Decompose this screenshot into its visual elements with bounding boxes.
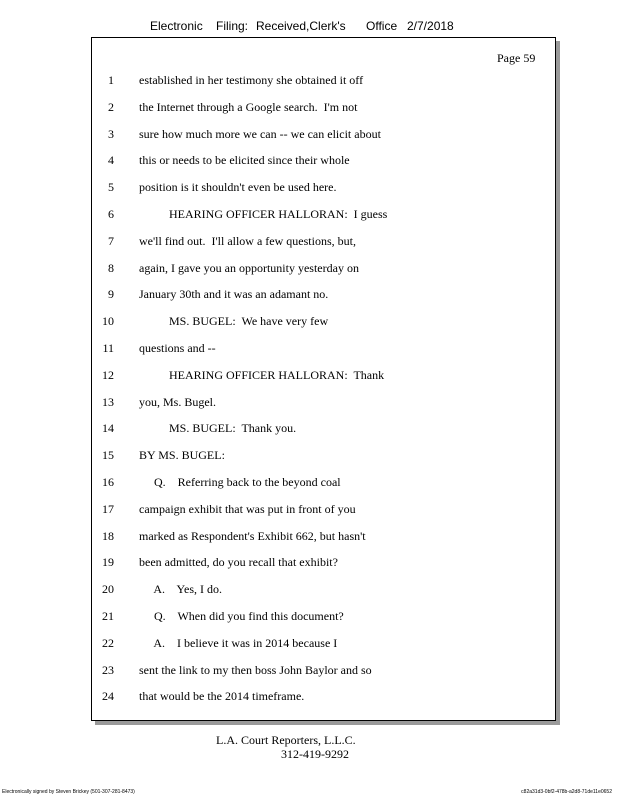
- line-text: MS. BUGEL: We have very few: [139, 314, 329, 329]
- line-number: 3: [108, 126, 114, 141]
- transcript-line: [0, 73, 618, 93]
- line-number: 10: [102, 314, 114, 329]
- line-text: we'll find out. I'll allow a few questions, but,: [139, 233, 356, 248]
- line-text: the Internet through a Google search. I'm not: [139, 99, 358, 114]
- line-number: 13: [102, 394, 114, 409]
- header-date: 2/7/2018: [407, 19, 454, 33]
- line-number: 11: [102, 341, 114, 355]
- transcript-line: [0, 421, 618, 441]
- line-text: again, I gave you an opportunity yesterday on: [139, 260, 359, 275]
- line-number: 21: [102, 609, 114, 623]
- transcript-line: [0, 180, 618, 200]
- signature-right: c82a31d3-0bf2-478b-a2d8-71de11e0652: [521, 789, 612, 795]
- transcript-line: [0, 689, 618, 709]
- transcript-line: [0, 555, 618, 575]
- line-text: MS. BUGEL: Thank you.: [139, 421, 297, 436]
- header-office: Office: [366, 19, 398, 33]
- line-text: that would be the 2014 timeframe.: [139, 689, 305, 704]
- line-number: 18: [102, 528, 114, 543]
- line-number: 19: [102, 555, 114, 570]
- transcript-line: [0, 475, 618, 495]
- line-number: 8: [108, 260, 114, 275]
- transcript-line: [0, 100, 618, 120]
- transcript-line: [0, 234, 618, 254]
- line-text: January 30th and it was an adamant no.: [139, 287, 329, 302]
- line-number: 12: [102, 367, 114, 382]
- line-number: 7: [108, 233, 114, 248]
- line-number: 22: [102, 635, 114, 650]
- line-text: sent the link to my then boss John Baylor and so: [139, 662, 372, 677]
- line-text: questions and --: [139, 341, 216, 355]
- line-text: Q. When did you find this document?: [139, 609, 344, 623]
- line-text: Q. Referring back to the beyond coal: [139, 475, 341, 489]
- header-electronic: Electronic: [150, 19, 203, 33]
- transcript-line: [0, 287, 618, 307]
- transcript-line: [0, 663, 618, 683]
- transcript-line: [0, 609, 618, 629]
- signature-left: Electronically signed by Steven Brickey (501-307-281-8473): [2, 789, 135, 795]
- transcript-line: [0, 127, 618, 147]
- line-number: 17: [102, 501, 114, 516]
- line-number: 6: [108, 207, 114, 221]
- line-text: A. I believe it was in 2014 because I: [139, 635, 338, 650]
- transcript-line: [0, 368, 618, 388]
- line-number: 4: [108, 153, 114, 168]
- line-number: 20: [102, 582, 114, 597]
- line-number: 5: [108, 180, 114, 195]
- transcript-line: [0, 395, 618, 415]
- header-filing: Filing:: [216, 19, 249, 33]
- line-number: 16: [102, 475, 114, 489]
- transcript-line: [0, 448, 618, 468]
- line-text: BY MS. BUGEL:: [139, 448, 225, 463]
- transcript-line: [0, 314, 618, 334]
- line-number: 1: [108, 73, 114, 87]
- line-text: you, Ms. Bugel.: [139, 394, 217, 409]
- transcript-line: [0, 636, 618, 656]
- line-text: A. Yes, I do.: [139, 582, 223, 597]
- line-text: marked as Respondent's Exhibit 662, but hasn't: [139, 528, 366, 543]
- line-text: campaign exhibit that was put in front of you: [139, 501, 356, 516]
- line-text: this or needs to be elicited since their whole: [139, 153, 350, 168]
- page-number: Page 59: [497, 51, 536, 65]
- transcript-line: [0, 153, 618, 173]
- footer-company: L.A. Court Reporters, L.L.C.: [216, 733, 356, 747]
- line-number: 15: [102, 448, 114, 463]
- line-text: HEARING OFFICER HALLORAN: Thank: [139, 367, 385, 382]
- line-text: sure how much more we can -- we can elicit about: [139, 126, 381, 141]
- transcript-line: [0, 261, 618, 281]
- transcript-line: [0, 341, 618, 361]
- line-text: been admitted, do you recall that exhibit?: [139, 555, 338, 570]
- transcript-line: [0, 582, 618, 602]
- footer-phone: 312-419-9292: [281, 747, 349, 761]
- line-number: 24: [102, 689, 114, 704]
- line-text: HEARING OFFICER HALLORAN: I guess: [139, 207, 388, 221]
- transcript-line: [0, 502, 618, 522]
- line-number: 14: [102, 421, 114, 436]
- transcript-line: [0, 529, 618, 549]
- line-text: position is it shouldn't even be used here.: [139, 180, 337, 195]
- line-number: 9: [108, 287, 114, 302]
- line-number: 2: [108, 99, 114, 114]
- line-text: established in her testimony she obtained it off: [139, 73, 364, 87]
- line-number: 23: [102, 662, 114, 677]
- transcript-line: [0, 207, 618, 227]
- header-received: Received,Clerk's: [256, 19, 346, 33]
